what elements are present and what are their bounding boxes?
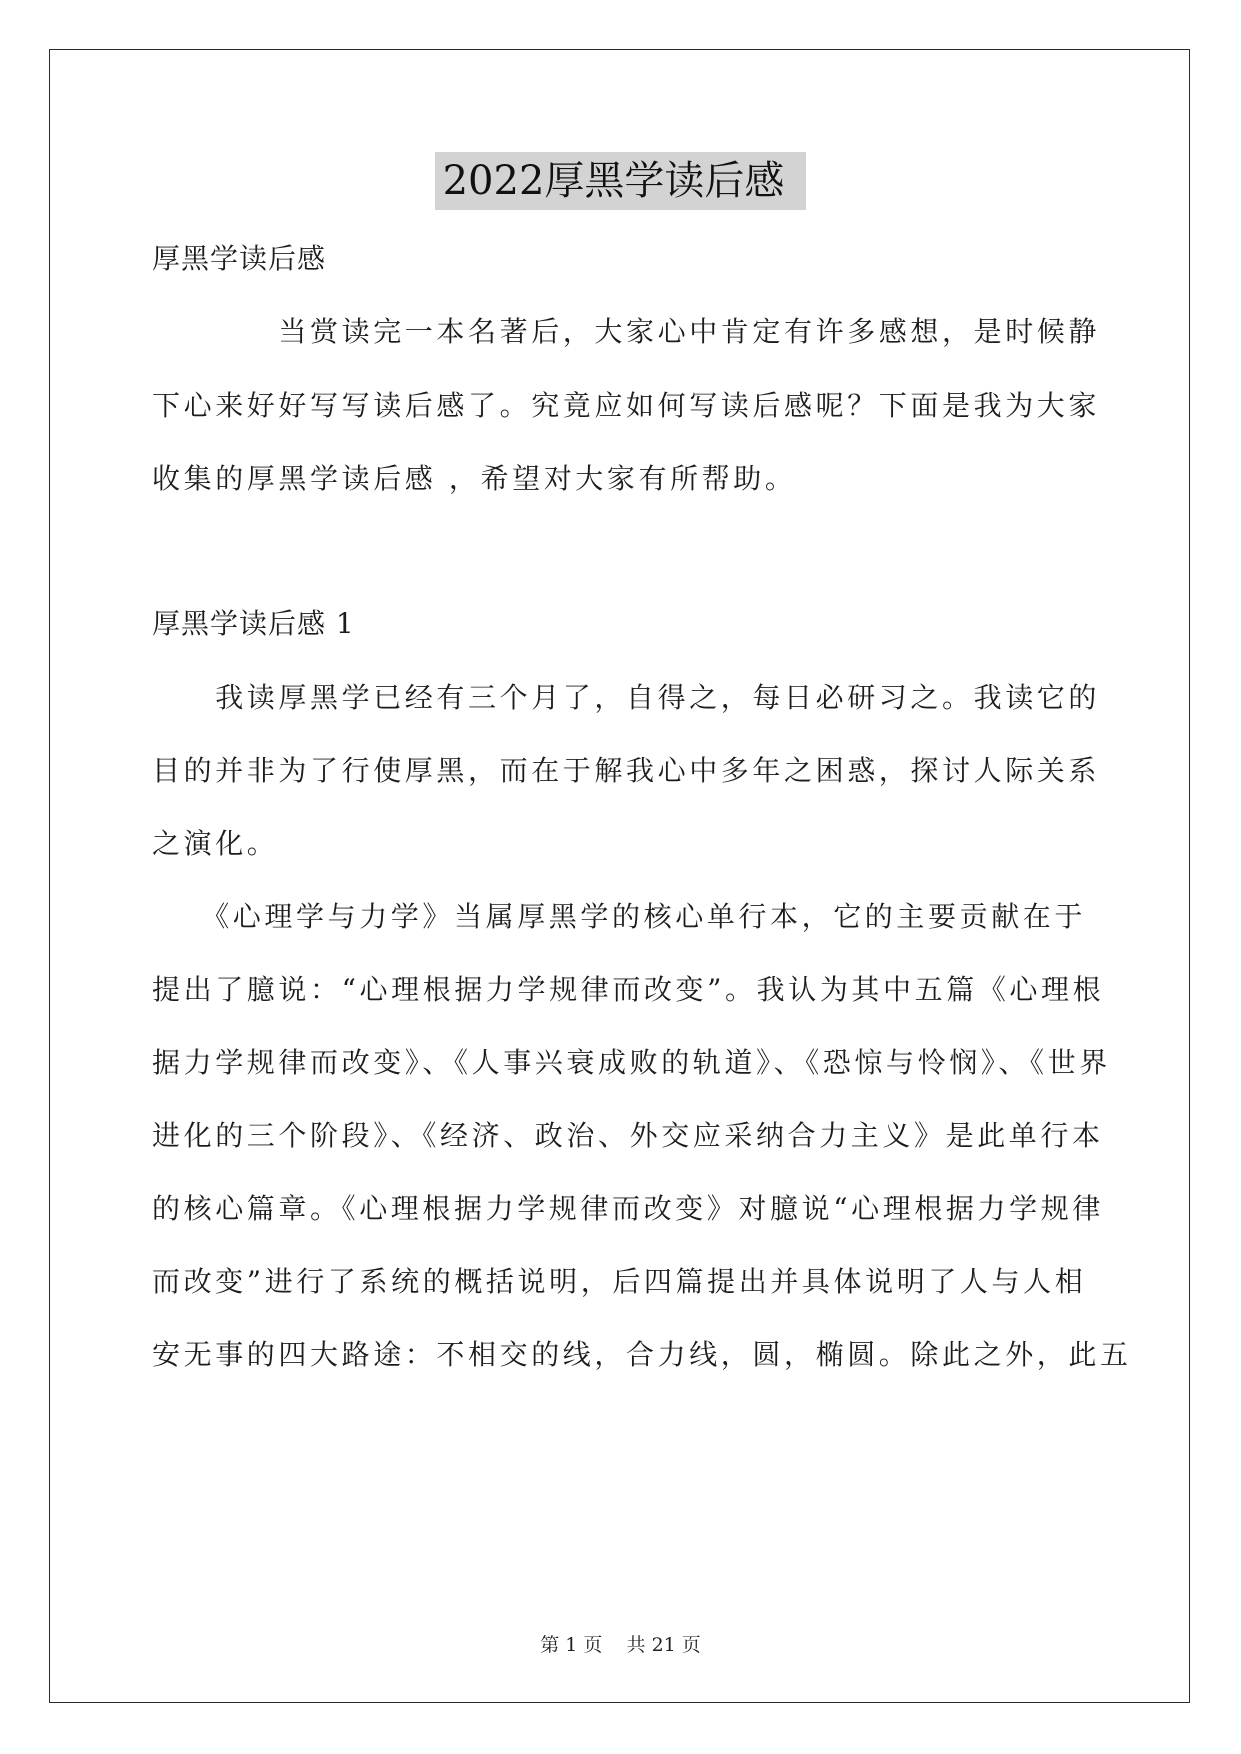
body-line-4: 《心理学与力学》当属厚黑学的核心单行本，它的主要贡献在于 — [152, 900, 1087, 933]
body-line-7: 进化的三个阶段》、《经济、政治、外交应采纳合力主义》是此单行本 — [152, 1119, 1104, 1152]
page-total: 共 21 页 — [626, 1634, 701, 1656]
body-line-5: 提出了臆说：“心理根据力学规律而改变”。我认为其中五篇《心理根 — [152, 973, 1105, 1006]
document-title: 2022厚黑学读后感 — [435, 152, 807, 210]
page-border — [49, 49, 1190, 1703]
intro-line-2: 下心来好好写写读后感了。究竟应如何写读后感呢？下面是我为大家 — [152, 389, 1101, 422]
body-line-6: 据力学规律而改变》、《人事兴衰成败的轨道》、《恐惊与怜悯》、《世界 — [152, 1046, 1111, 1079]
body-line-8: 的核心篇章。《心理根据力学规律而改变》对臆说“心理根据力学规律 — [152, 1192, 1104, 1225]
intro-line-1: 当赏读完一本名著后，大家心中肯定有许多感想，是时候静 — [152, 315, 1101, 348]
body-line-1: 我读厚黑学已经有三个月了，自得之，每日必研习之。我读它的 — [152, 681, 1101, 714]
title-block — [0, 152, 1241, 210]
body-line-3: 之演化。 — [152, 827, 279, 860]
section-heading: 厚黑学读后感 1 — [152, 607, 355, 640]
subtitle: 厚黑学读后感 — [152, 242, 327, 275]
body-line-9: 而改变”进行了系统的概括说明，后四篇提出并具体说明了人与人相 — [152, 1265, 1087, 1298]
body-line-10: 安无事的四大路途：不相交的线，合力线，圆，椭圆。除此之外，此五 — [152, 1338, 1132, 1371]
page-number: 第 1 页 — [540, 1634, 603, 1656]
body-line-2: 目的并非为了行使厚黑，而在于解我心中多年之困惑，探讨人际关系 — [152, 754, 1101, 787]
intro-line-3: 收集的厚黑学读后感 ，希望对大家有所帮助。 — [152, 462, 797, 495]
page-footer — [0, 1632, 1241, 1658]
